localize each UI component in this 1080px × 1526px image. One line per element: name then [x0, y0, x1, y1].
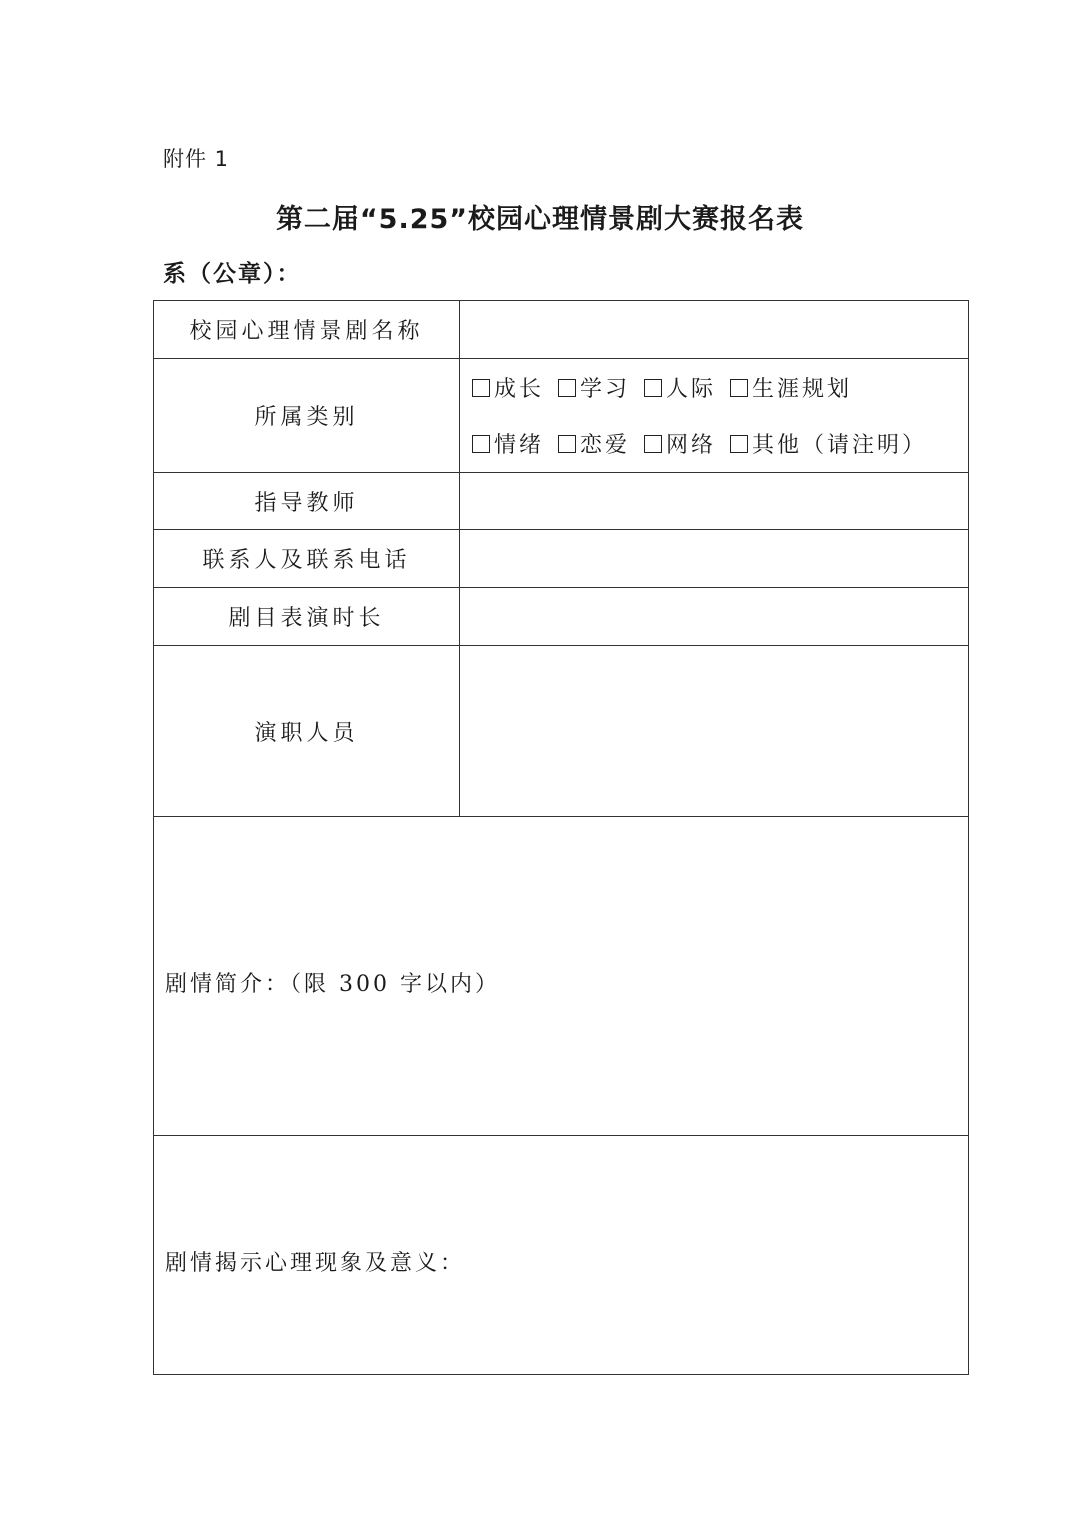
synopsis-label: 剧情简介：（限 300 字以内） [165, 971, 500, 997]
table-row [154, 1136, 969, 1375]
duration-label: 剧目表演时长 [154, 588, 460, 646]
play-name-field[interactable] [460, 301, 969, 359]
category-label: 所属类别 [154, 359, 460, 473]
table-row [154, 588, 969, 646]
table-row [154, 646, 969, 817]
duration-field[interactable] [460, 588, 969, 646]
checkbox-icon[interactable] [558, 435, 576, 453]
table-row [154, 301, 969, 359]
checkbox-icon[interactable] [472, 435, 490, 453]
registration-form-table [153, 300, 969, 1375]
synopsis-field[interactable] [154, 817, 969, 1136]
meaning-label: 剧情揭示心理现象及意义： [165, 1250, 466, 1276]
category-option-love[interactable]: 恋爱 [558, 428, 630, 459]
checkbox-icon[interactable] [644, 435, 662, 453]
checkbox-icon[interactable] [472, 379, 490, 397]
checkbox-icon[interactable] [644, 379, 662, 397]
category-option-growth[interactable]: 成长 [472, 372, 544, 403]
contact-label: 联系人及联系电话 [154, 530, 460, 588]
category-line-2 [460, 416, 968, 472]
advisor-label: 指导教师 [154, 473, 460, 530]
table-row [154, 530, 969, 588]
contact-field[interactable] [460, 530, 969, 588]
checkbox-icon[interactable] [558, 379, 576, 397]
cast-label: 演职人员 [154, 646, 460, 817]
table-row [154, 473, 969, 530]
category-option-career[interactable]: 生涯规划 [730, 372, 852, 403]
attachment-label: 附件 1 [163, 147, 230, 171]
meaning-field[interactable] [154, 1136, 969, 1375]
category-option-other[interactable]: 其他（请注明） [730, 428, 927, 459]
checkbox-icon[interactable] [730, 435, 748, 453]
play-name-label: 校园心理情景剧名称 [154, 301, 460, 359]
department-seal-label: 系（公章）： [163, 260, 302, 287]
category-option-emotion[interactable]: 情绪 [472, 428, 544, 459]
category-line-1 [460, 360, 968, 416]
category-option-interpersonal[interactable]: 人际 [644, 372, 716, 403]
category-option-study[interactable]: 学习 [558, 372, 630, 403]
table-row [154, 359, 969, 473]
page-title: 第二届“5.25”校园心理情景剧大赛报名表 [275, 204, 805, 235]
table-row [154, 817, 969, 1136]
category-option-internet[interactable]: 网络 [644, 428, 716, 459]
category-options [460, 359, 969, 473]
cast-field[interactable] [460, 646, 969, 817]
checkbox-icon[interactable] [730, 379, 748, 397]
advisor-field[interactable] [460, 473, 969, 530]
